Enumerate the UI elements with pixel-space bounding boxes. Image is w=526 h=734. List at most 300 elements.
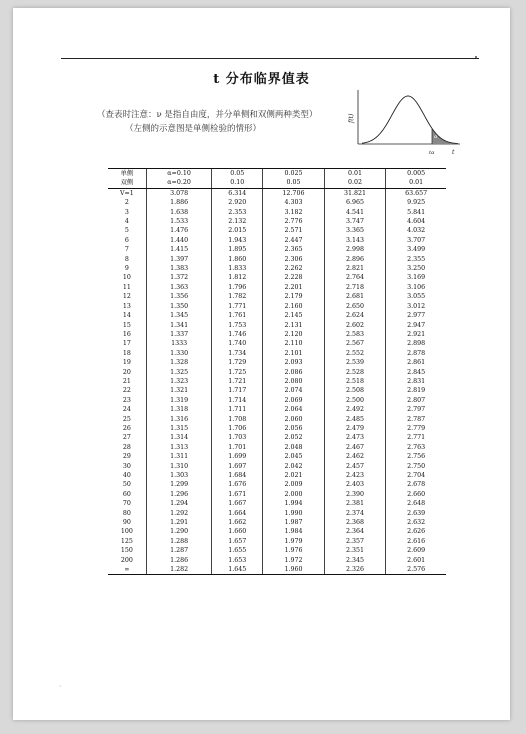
value-cell: 6.314 — [212, 188, 263, 198]
value-cell: 1.761 — [212, 311, 263, 320]
df-cell: 27 — [122, 434, 131, 442]
value-cell: 2.179 — [263, 292, 325, 301]
value-cell: 2.821 — [324, 264, 386, 273]
table-row — [108, 424, 446, 433]
value-cell: 6.965 — [324, 198, 386, 207]
value-cell: 2.080 — [263, 377, 325, 386]
value-cell: 1.708 — [212, 415, 263, 424]
value-cell: 3.012 — [386, 302, 446, 311]
value-cell: 63.657 — [386, 188, 446, 198]
value-cell: 1.341 — [146, 321, 212, 330]
value-cell: 2.326 — [324, 565, 386, 575]
value-cell: 2.787 — [386, 415, 446, 424]
table-row — [108, 537, 446, 546]
value-cell: 2.060 — [263, 415, 325, 424]
value-cell: 4.541 — [324, 208, 386, 217]
value-cell: 2.626 — [386, 527, 446, 536]
df-cell: 20 — [122, 368, 131, 376]
table-row — [108, 273, 446, 282]
value-cell: 1.671 — [212, 490, 263, 499]
value-cell: 2.403 — [324, 480, 386, 489]
value-cell: 1.316 — [146, 415, 212, 424]
value-cell: 3.365 — [324, 226, 386, 235]
value-cell: 2.756 — [386, 452, 446, 461]
value-cell: 4.032 — [386, 226, 446, 235]
value-cell: 2.624 — [324, 311, 386, 320]
value-cell: 1.972 — [263, 556, 325, 565]
value-cell: 2.861 — [386, 358, 446, 367]
value-cell: 1.313 — [146, 443, 212, 452]
note-line-2: （左侧的示意图是单侧检验的情形） — [125, 124, 262, 134]
value-cell: 1.753 — [212, 321, 263, 330]
value-cell: 1.664 — [212, 509, 263, 518]
value-cell: 1.303 — [146, 471, 212, 480]
header-cell: 0.01 — [324, 169, 386, 179]
value-cell: 3.250 — [386, 264, 446, 273]
value-cell: 2.650 — [324, 302, 386, 311]
value-cell: 3.143 — [324, 236, 386, 245]
value-cell: 2.381 — [324, 499, 386, 508]
value-cell: 1333 — [146, 339, 212, 348]
value-cell: 2.660 — [386, 490, 446, 499]
value-cell: 2.357 — [324, 537, 386, 546]
value-cell: 2.632 — [386, 518, 446, 527]
value-cell: 1.990 — [263, 509, 325, 518]
value-cell: 1.653 — [212, 556, 263, 565]
df-cell: 40 — [122, 472, 131, 479]
value-cell: 2.201 — [263, 283, 325, 292]
df-cell: 9 — [124, 265, 129, 273]
df-cell: 8 — [124, 255, 129, 263]
value-cell: 1.895 — [212, 245, 263, 254]
value-cell: 2.457 — [324, 462, 386, 471]
table-row — [108, 245, 446, 254]
value-cell: 2.015 — [212, 226, 263, 235]
value-cell: 2.500 — [324, 396, 386, 405]
value-cell: 1.706 — [212, 424, 263, 433]
value-cell: 2.390 — [324, 490, 386, 499]
value-cell: 1.812 — [212, 273, 263, 282]
value-cell: 2.447 — [263, 236, 325, 245]
header-cell: α=0.20 — [146, 178, 212, 188]
value-cell: 2.678 — [386, 480, 446, 489]
t-distribution-diagram — [348, 86, 468, 158]
value-cell: 1.345 — [146, 311, 212, 320]
value-cell: 1.356 — [146, 292, 212, 301]
value-cell: 1.697 — [212, 462, 263, 471]
value-cell: 2.467 — [324, 443, 386, 452]
value-cell: 1.282 — [146, 565, 212, 575]
table-row — [108, 527, 446, 536]
table-row — [108, 509, 446, 518]
df-cell: 12 — [122, 293, 131, 301]
value-cell: 3.747 — [324, 217, 386, 226]
value-cell: 1.328 — [146, 358, 212, 367]
value-cell: 1.667 — [212, 499, 263, 508]
value-cell: 3.707 — [386, 236, 446, 245]
value-cell: 2.878 — [386, 349, 446, 358]
df-cell: ∞ — [108, 565, 146, 575]
table-row — [108, 302, 446, 311]
value-cell: 1.321 — [146, 386, 212, 395]
value-cell: 2.779 — [386, 424, 446, 433]
value-cell: 1.960 — [263, 565, 325, 575]
value-cell: 2.160 — [263, 302, 325, 311]
df-cell: 80 — [122, 509, 131, 517]
value-cell: 1.714 — [212, 396, 263, 405]
df-cell: 6 — [124, 236, 129, 244]
value-cell: 1.287 — [146, 546, 212, 555]
table-row — [108, 217, 446, 226]
df-cell: 90 — [122, 519, 131, 527]
value-cell: 31.821 — [324, 188, 386, 198]
value-cell: 1.833 — [212, 264, 263, 273]
df-cell: 23 — [122, 396, 131, 404]
value-cell: 1.296 — [146, 490, 212, 499]
value-cell: 1.984 — [263, 527, 325, 536]
table-row — [108, 405, 446, 414]
df-cell: 22 — [122, 387, 131, 395]
value-cell: 2.262 — [263, 264, 325, 273]
value-cell: 1.323 — [146, 377, 212, 386]
value-cell: 2.616 — [386, 537, 446, 546]
table-row — [108, 264, 446, 273]
df-cell: 21 — [122, 377, 131, 385]
value-cell: 1.397 — [146, 255, 212, 264]
value-cell: 1.943 — [212, 236, 263, 245]
value-cell: 1.660 — [212, 527, 263, 536]
value-cell: 1.979 — [263, 537, 325, 546]
value-cell: 2.021 — [263, 471, 325, 480]
value-cell: 2.423 — [324, 471, 386, 480]
df-cell: 24 — [122, 406, 131, 414]
t-critical-value-table — [108, 168, 446, 575]
value-cell: 5.841 — [386, 208, 446, 217]
value-cell: 1.533 — [146, 217, 212, 226]
value-cell: 2.648 — [386, 499, 446, 508]
table-row — [108, 226, 446, 235]
value-cell: 1.440 — [146, 236, 212, 245]
value-cell: 1.350 — [146, 302, 212, 311]
df-cell: 125 — [120, 537, 133, 545]
table-row — [108, 198, 446, 207]
value-cell: 1.372 — [146, 273, 212, 282]
value-cell: 2.101 — [263, 349, 325, 358]
value-cell: 2.485 — [324, 415, 386, 424]
value-cell: 1.976 — [263, 546, 325, 555]
value-cell: 2.000 — [263, 490, 325, 499]
header-cell: 0.01 — [386, 178, 446, 188]
table-row — [108, 236, 446, 245]
value-cell: 1.290 — [146, 527, 212, 536]
value-cell: 2.131 — [263, 321, 325, 330]
value-cell: 2.355 — [386, 255, 446, 264]
header-rule — [61, 58, 479, 59]
value-cell: 2.567 — [324, 339, 386, 348]
df-cell: 29 — [122, 453, 131, 461]
value-cell: 2.364 — [324, 527, 386, 536]
diagram-y-label: f(t) — [348, 113, 355, 123]
value-cell: 1.310 — [146, 462, 212, 471]
table-row — [108, 368, 446, 377]
value-cell: 2.571 — [263, 226, 325, 235]
df-cell: 4 — [124, 218, 129, 226]
value-cell: 1.383 — [146, 264, 212, 273]
df-cell: 19 — [122, 359, 131, 367]
table-row — [108, 471, 446, 480]
value-cell: 1.655 — [212, 546, 263, 555]
diagram-alpha-label: α — [434, 134, 438, 140]
value-cell: 9.925 — [386, 198, 446, 207]
value-cell: 2.528 — [324, 368, 386, 377]
value-cell: 4.303 — [263, 198, 325, 207]
header-row-two-tail — [108, 178, 446, 188]
value-cell: 2.771 — [386, 433, 446, 442]
df-cell: 2 — [124, 199, 129, 207]
value-cell: 1.703 — [212, 433, 263, 442]
value-cell: 2.807 — [386, 396, 446, 405]
table-row — [108, 311, 446, 320]
header-cell: 0.05 — [212, 169, 263, 179]
df-cell: 18 — [122, 349, 131, 357]
t-table-container — [108, 168, 446, 575]
df-cell: 150 — [120, 547, 133, 555]
value-cell: 2.764 — [324, 273, 386, 282]
value-cell: 2.609 — [386, 546, 446, 555]
value-cell: 2.479 — [324, 424, 386, 433]
value-cell: 2.681 — [324, 292, 386, 301]
table-row — [108, 490, 446, 499]
note-line-1: （查表时注意：ν 是指自由度，并分单侧和双侧两种类型） — [97, 110, 318, 120]
value-cell: 1.415 — [146, 245, 212, 254]
value-cell: 1.319 — [146, 396, 212, 405]
table-row — [108, 443, 446, 452]
table-row — [108, 283, 446, 292]
value-cell: 1.860 — [212, 255, 263, 264]
value-cell: 1.711 — [212, 405, 263, 414]
value-cell: 2.704 — [386, 471, 446, 480]
table-body — [108, 188, 446, 575]
value-cell: 2.583 — [324, 330, 386, 339]
value-cell: 2.977 — [386, 311, 446, 320]
value-cell: 1.721 — [212, 377, 263, 386]
value-cell: 2.306 — [263, 255, 325, 264]
diagram-critical-label: tα — [429, 150, 435, 156]
table-row — [108, 433, 446, 442]
value-cell: 2.052 — [263, 433, 325, 442]
value-cell: 2.056 — [263, 424, 325, 433]
value-cell: 1.286 — [146, 556, 212, 565]
value-cell: 1.314 — [146, 433, 212, 442]
df-cell: 28 — [122, 443, 131, 451]
value-cell: 1.886 — [146, 198, 212, 207]
table-row — [108, 415, 446, 424]
value-cell: 2.110 — [263, 339, 325, 348]
value-cell: 1.638 — [146, 208, 212, 217]
value-cell: 2.145 — [263, 311, 325, 320]
value-cell: 2.042 — [263, 462, 325, 471]
value-cell: 2.921 — [386, 330, 446, 339]
value-cell: 2.132 — [212, 217, 263, 226]
diagram-x-label: t — [452, 149, 455, 156]
value-cell: 2.602 — [324, 321, 386, 330]
value-cell: 2.718 — [324, 283, 386, 292]
value-cell: 2.797 — [386, 405, 446, 414]
df-cell: 30 — [122, 462, 131, 470]
value-cell: 2.074 — [263, 386, 325, 395]
df-cell: 50 — [122, 481, 131, 489]
header-cell: 0.02 — [324, 178, 386, 188]
value-cell: 3.055 — [386, 292, 446, 301]
value-cell: 1.311 — [146, 452, 212, 461]
value-cell: 2.069 — [263, 396, 325, 405]
value-cell: 2.365 — [263, 245, 325, 254]
value-cell: 2.819 — [386, 386, 446, 395]
table-row — [108, 377, 446, 386]
df-cell: 5 — [124, 227, 129, 235]
header-cell: 0.05 — [263, 178, 325, 188]
value-cell: 2.473 — [324, 433, 386, 442]
value-cell: 1.725 — [212, 368, 263, 377]
value-cell: 1.684 — [212, 471, 263, 480]
value-cell: 2.345 — [324, 556, 386, 565]
df-cell: 100 — [120, 528, 133, 536]
header-cell: α=0.10 — [146, 169, 212, 179]
df-cell: 10 — [122, 274, 131, 282]
value-cell: 1.476 — [146, 226, 212, 235]
value-cell: 12.706 — [263, 188, 325, 198]
table-row — [108, 462, 446, 471]
value-cell: 1.325 — [146, 368, 212, 377]
value-cell: 1.318 — [146, 405, 212, 414]
header-row-one-tail — [108, 169, 446, 179]
df-cell: V=1 — [119, 189, 134, 197]
value-cell: 1.676 — [212, 480, 263, 489]
value-cell: 2.831 — [386, 377, 446, 386]
value-cell: 1.299 — [146, 480, 212, 489]
value-cell: 2.576 — [386, 565, 446, 575]
value-cell: 1.699 — [212, 452, 263, 461]
value-cell: 2.064 — [263, 405, 325, 414]
document-page — [13, 8, 510, 720]
value-cell: 2.351 — [324, 546, 386, 555]
value-cell: 2.353 — [212, 208, 263, 217]
value-cell: 2.093 — [263, 358, 325, 367]
value-cell: 2.552 — [324, 349, 386, 358]
table-row — [108, 499, 446, 508]
table-row — [108, 396, 446, 405]
table-row — [108, 452, 446, 461]
df-cell: 200 — [120, 556, 133, 564]
value-cell: 2.048 — [263, 443, 325, 452]
header-cell: 0.005 — [386, 169, 446, 179]
df-cell: 14 — [122, 312, 131, 320]
header-label-two-tail: 双侧 — [108, 178, 146, 188]
value-cell: 1.796 — [212, 283, 263, 292]
header-cell: 0.10 — [212, 178, 263, 188]
value-cell: 1.717 — [212, 386, 263, 395]
value-cell: 2.998 — [324, 245, 386, 254]
value-cell: 2.947 — [386, 321, 446, 330]
value-cell: 2.374 — [324, 509, 386, 518]
value-cell: 1.657 — [212, 537, 263, 546]
df-cell: 13 — [122, 302, 131, 310]
df-cell: 70 — [122, 500, 131, 508]
header-label-one-tail: 单侧 — [108, 169, 146, 179]
table-row — [108, 386, 446, 395]
value-cell: 2.601 — [386, 556, 446, 565]
value-cell: 2.045 — [263, 452, 325, 461]
value-cell: 2.508 — [324, 386, 386, 395]
value-cell: 3.106 — [386, 283, 446, 292]
value-cell: 2.750 — [386, 462, 446, 471]
page-title: t 分布临界值表 — [213, 72, 310, 87]
value-cell: 2.896 — [324, 255, 386, 264]
value-cell: 3.182 — [263, 208, 325, 217]
value-cell: 2.009 — [263, 480, 325, 489]
df-cell: 17 — [122, 340, 131, 348]
value-cell: 1.782 — [212, 292, 263, 301]
value-cell: 2.845 — [386, 368, 446, 377]
value-cell: 1.645 — [212, 565, 263, 575]
value-cell: 1.994 — [263, 499, 325, 508]
df-cell: 15 — [122, 321, 131, 329]
table-row — [108, 546, 446, 555]
table-row — [108, 480, 446, 489]
value-cell: 2.086 — [263, 368, 325, 377]
value-cell: 1.330 — [146, 349, 212, 358]
value-cell: 1.746 — [212, 330, 263, 339]
table-row — [108, 255, 446, 264]
value-cell: 4.604 — [386, 217, 446, 226]
df-cell: 3 — [124, 208, 129, 216]
value-cell: 1.771 — [212, 302, 263, 311]
value-cell: 2.120 — [263, 330, 325, 339]
value-cell: 1.294 — [146, 499, 212, 508]
value-cell: 3.169 — [386, 273, 446, 282]
table-row — [108, 208, 446, 217]
header-cell: 0.025 — [263, 169, 325, 179]
value-cell: 3.078 — [146, 188, 212, 198]
value-cell: 2.920 — [212, 198, 263, 207]
value-cell: 1.734 — [212, 349, 263, 358]
value-cell: 2.228 — [263, 273, 325, 282]
value-cell: 2.492 — [324, 405, 386, 414]
value-cell: 2.776 — [263, 217, 325, 226]
df-cell: 11 — [122, 283, 131, 291]
table-row — [108, 556, 446, 565]
value-cell: 1.701 — [212, 443, 263, 452]
table-row — [108, 292, 446, 301]
value-cell: 1.292 — [146, 509, 212, 518]
value-cell: 1.662 — [212, 518, 263, 527]
value-cell: 2.639 — [386, 509, 446, 518]
table-row — [108, 565, 446, 575]
table-row — [108, 188, 446, 198]
df-cell: 26 — [122, 424, 131, 432]
value-cell: 2.462 — [324, 452, 386, 461]
value-cell: 1.987 — [263, 518, 325, 527]
df-cell: 25 — [122, 415, 131, 423]
table-row — [108, 339, 446, 348]
value-cell: 1.740 — [212, 339, 263, 348]
table-row — [108, 518, 446, 527]
table-row — [108, 321, 446, 330]
value-cell: 1.363 — [146, 283, 212, 292]
value-cell: 2.539 — [324, 358, 386, 367]
value-cell: 1.729 — [212, 358, 263, 367]
value-cell: 2.368 — [324, 518, 386, 527]
